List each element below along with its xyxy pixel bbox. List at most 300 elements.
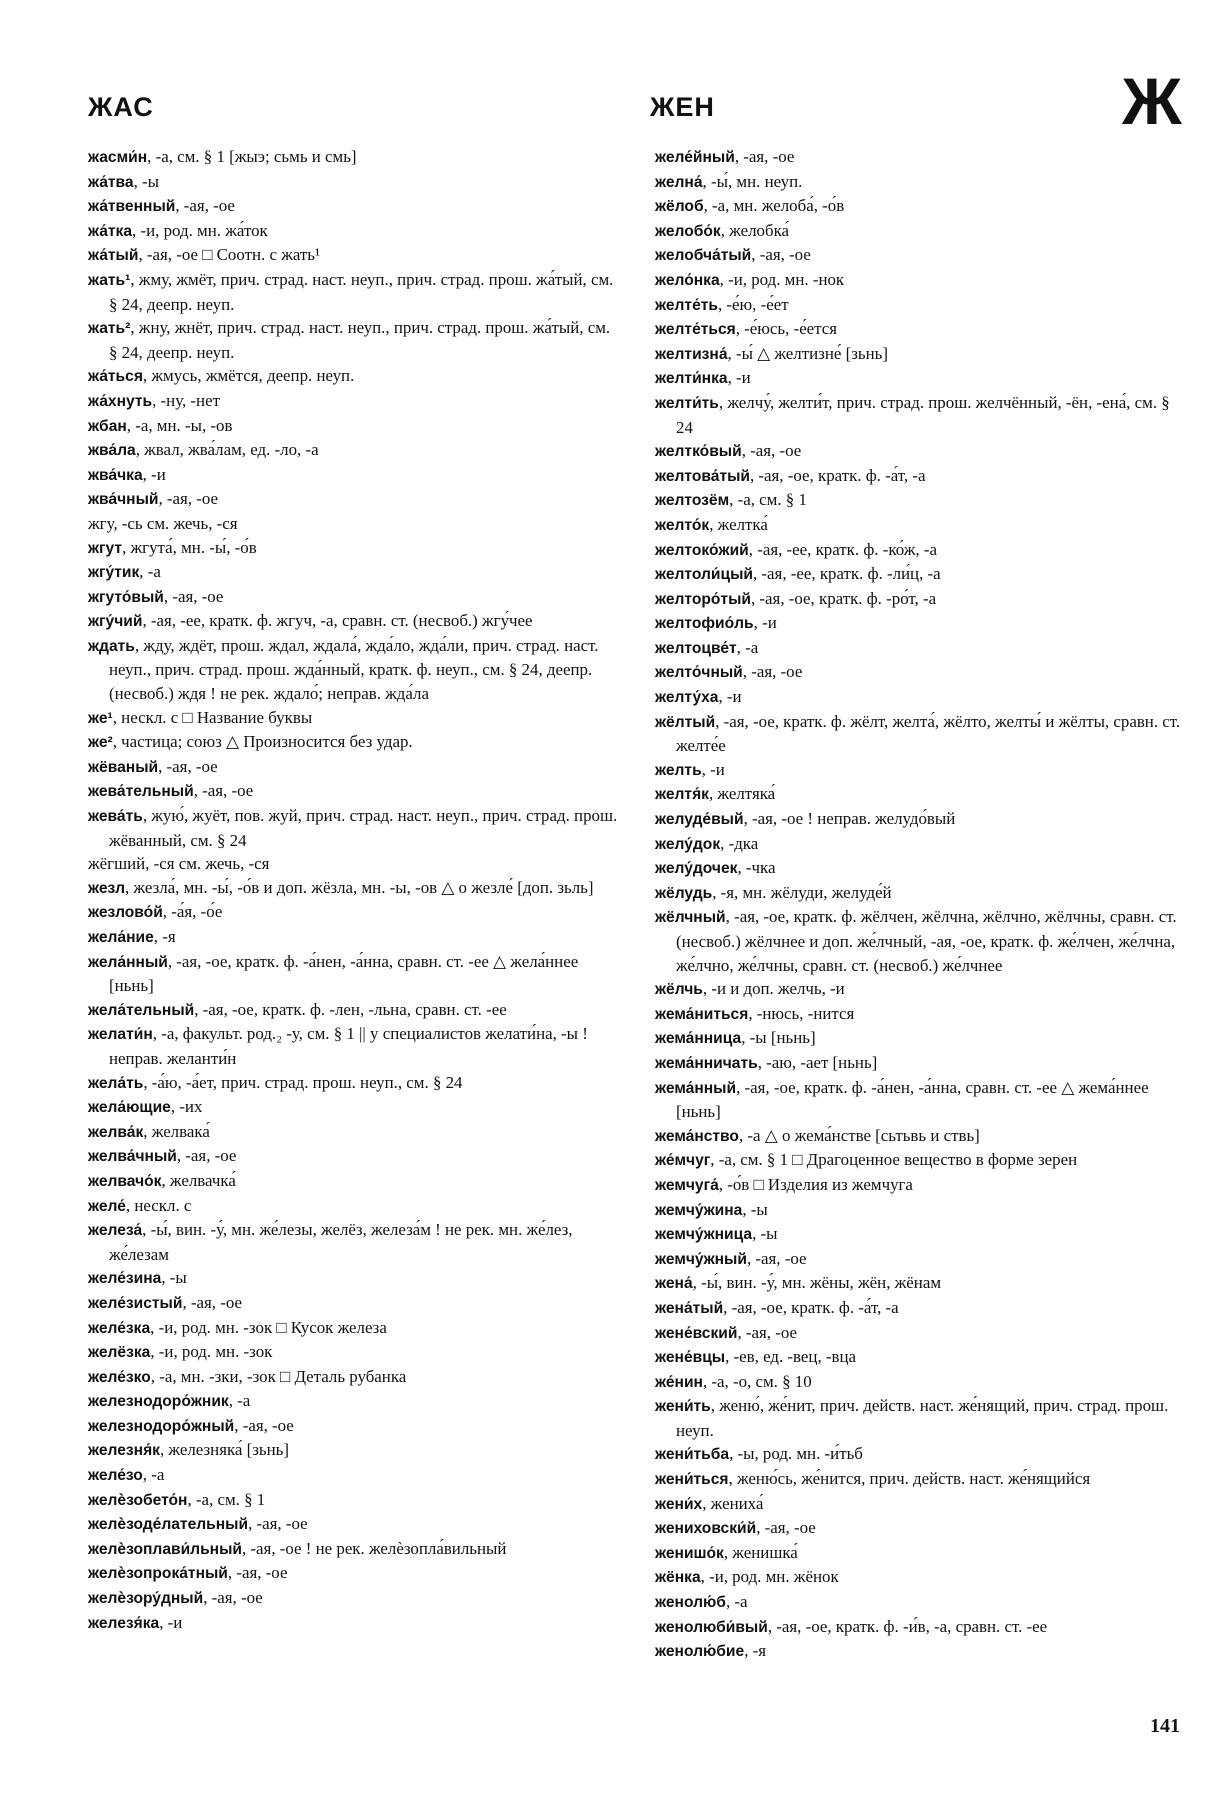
- dictionary-entry: [655, 660, 1185, 685]
- headword: желна́: [655, 173, 703, 191]
- headword: жать¹: [88, 271, 131, 289]
- headword: жать²: [88, 320, 131, 338]
- headword: жениховски́й: [655, 1520, 757, 1538]
- dictionary-entry: [88, 1316, 620, 1341]
- entry-body: , -ы [ньнь]: [741, 1028, 816, 1048]
- dictionary-entry: [88, 1291, 620, 1316]
- entry-body: , -ы́, вин. -у́, мн. жёны, жён, жёнам: [692, 1273, 942, 1293]
- headword: женолю́бие: [655, 1643, 745, 1661]
- dictionary-entry: [655, 1492, 1185, 1517]
- entry-body: , -а: [736, 637, 759, 657]
- headword: жева́ть: [88, 808, 143, 826]
- dictionary-entry: [88, 900, 620, 925]
- headword: желти́нка: [655, 370, 728, 388]
- headword: железня́к: [88, 1442, 160, 1460]
- headword: желѐзору́дный: [88, 1590, 204, 1608]
- entry-body: , -и: [727, 368, 751, 388]
- dictionary-entry: [88, 852, 620, 876]
- headword: жемчу́жина: [655, 1201, 743, 1219]
- headword: жело́нка: [655, 271, 720, 289]
- headword: ждать: [88, 637, 135, 655]
- headword: желе́йный: [655, 149, 735, 166]
- dictionary-entry: [655, 1222, 1185, 1247]
- dictionary-entry: [88, 876, 620, 901]
- entry-body: , желвачка́: [161, 1170, 236, 1190]
- dictionary-entry: [88, 1194, 620, 1219]
- dictionary-entry: [655, 1467, 1185, 1492]
- entry-body: жгу, -сь см. жечь, -ся: [88, 513, 238, 533]
- headword: жене́вский: [655, 1324, 738, 1342]
- headword: желе́зина: [88, 1270, 162, 1288]
- entry-body: , -ая, -ое: [182, 1292, 243, 1312]
- dictionary-entry: [88, 730, 620, 755]
- dictionary-entry: [88, 1438, 620, 1463]
- entry-body: , -ая, -ое: [193, 781, 254, 801]
- entry-body: , -а, см. § 1 □ Драгоценное вещество в форме зерен: [710, 1150, 1078, 1170]
- entry-body: , -а, мн. -ы, -ов: [126, 415, 233, 435]
- entry-body: , -ая, -ое: [737, 1322, 798, 1342]
- entry-body: , -ая, -ое: [175, 196, 235, 216]
- dictionary-entry: [655, 391, 1185, 439]
- headword: железа́: [88, 1222, 143, 1240]
- dictionary-entry: [88, 145, 620, 170]
- dictionary-entry: [655, 1541, 1185, 1566]
- dictionary-entry: [655, 342, 1185, 367]
- left-column: [88, 145, 620, 1635]
- headword: желва́к: [88, 1123, 144, 1141]
- dictionary-entry: [655, 1394, 1185, 1442]
- entry-body: , частица; союз △ Произносится без удар.: [112, 732, 413, 752]
- entry-body: , -и: [753, 613, 777, 633]
- entry-body: , -а, факульт. род.₂ -у, см. § 1 || у специалистов желати́на, -ы ! неправ. желанти́н: [109, 1024, 588, 1068]
- headword: жема́ниться: [655, 1005, 749, 1023]
- entry-body: , -ая, -ое, кратк. ф. -и́в, -а, сравн. ст. -ее: [767, 1616, 1048, 1636]
- entry-body: , желобка́: [720, 220, 790, 240]
- dictionary-entry: [655, 1639, 1185, 1664]
- entry-body: , желтяка́: [708, 784, 776, 804]
- entry-body: , нескл. с: [125, 1195, 192, 1215]
- entry-body: , -ы: [742, 1199, 768, 1219]
- entry-body: , -ы́, вин. -у́, мн. же́лезы, желёз, железа́м ! не рек. мн. же́лез, же́лезам: [109, 1220, 573, 1264]
- dictionary-entry: [655, 832, 1185, 857]
- headword: желтоцве́т: [655, 639, 737, 657]
- headword: желтова́тый: [655, 467, 750, 485]
- entry-body: , -е́ю, -е́ет: [717, 294, 789, 314]
- entry-body: , -ая, -ое, кратк. ф. -лен, -льна, сравн. ст. -ее: [194, 999, 507, 1019]
- entry-body: , железняка́ [зьнь]: [159, 1440, 290, 1460]
- headword: желуде́вый: [655, 811, 744, 829]
- dictionary-entry: [655, 782, 1185, 807]
- headword: желто́чный: [655, 664, 743, 682]
- entry-body: , -я: [744, 1641, 767, 1661]
- dictionary-entry: [655, 513, 1185, 538]
- entry-body: , -ая, -ое, кратк. ф. жёлчен, жёлчна, жёлчно, жёлчны, сравн. ст. (несвоб.) жёлчнее и доп. же́лчный, -ая, -ое, кратк. ф. же́лчен, же́лчна, же́лчно, же́лчны, сравн. ст. (несвоб.) же́лчнее: [676, 907, 1177, 975]
- dictionary-entry: [88, 560, 620, 585]
- entry-body: , -ая, -ое, кратк. ф. -ро́т, -а: [750, 588, 937, 608]
- entry-body: , -ая, -ое: [746, 1248, 807, 1268]
- headword: жема́нный: [655, 1079, 737, 1097]
- entry-body: , жую́, жуёт, пов. жуй, прич. страд. наст. неуп., прич. страд. прош. жёванный, см. § 24: [109, 806, 618, 850]
- dictionary-entry: [655, 611, 1185, 636]
- entry-body: , женишка́: [723, 1542, 798, 1562]
- dictionary-entry: [655, 488, 1185, 513]
- entry-body: , -и, род. мн. -нок: [719, 269, 845, 289]
- right-guide-word: ЖЕН: [650, 92, 715, 122]
- headword: жа́ться: [88, 368, 143, 386]
- entry-body: , -и: [142, 464, 166, 484]
- dictionary-entry: [88, 219, 620, 244]
- headword: жёлоб: [655, 198, 704, 216]
- dictionary-entry: [88, 1022, 620, 1070]
- entry-body: , желвака́: [143, 1121, 210, 1141]
- entry-body: , -ая, -ое: [158, 756, 218, 776]
- dictionary-entry: [88, 414, 620, 439]
- headword: желѐзоплави́льный: [88, 1540, 242, 1558]
- dictionary-entry: [88, 1266, 620, 1291]
- headword: желѐзопрока́тный: [88, 1565, 228, 1583]
- dictionary-entry: [655, 293, 1185, 318]
- dictionary-entry: [88, 170, 620, 195]
- entry-body: , -ая, -ое: [751, 245, 811, 265]
- entry-body: , -ая, -ое: [742, 662, 803, 682]
- dictionary-entry: [655, 1296, 1185, 1321]
- dictionary-entry: [655, 710, 1185, 758]
- dictionary-entry: [655, 1076, 1185, 1124]
- entry-body: , -и, род. мн. -зок: [150, 1342, 273, 1362]
- entry-body: , -и, род. мн. жа́ток: [132, 220, 268, 240]
- entry-body: , -ая, -ее, кратк. ф. -ли́ц, -а: [752, 564, 941, 584]
- dictionary-entry: [655, 1051, 1185, 1076]
- entry-body: , -ы: [161, 1268, 187, 1288]
- headword: женолюби́вый: [655, 1618, 768, 1636]
- entry-body: , -ая, -ое, кратк. ф. -а́нен, -а́нна, сравн. ст. -ее △ жема́ннее [ньнь]: [676, 1077, 1149, 1122]
- entry-body: , -а, см. § 1: [729, 490, 807, 510]
- headword: желва́чный: [88, 1148, 177, 1166]
- headword: жва́чка: [88, 466, 143, 484]
- headword: жезл: [88, 879, 125, 897]
- headword: желѐзобето́н: [88, 1491, 188, 1509]
- headword: желѐзоде́лательный: [88, 1516, 249, 1534]
- entry-body: , -дка: [720, 833, 759, 853]
- entry-body: , -а: [725, 1592, 748, 1612]
- entry-body: , -ая, -ое: [248, 1514, 308, 1534]
- entry-body: , жмусь, жмётся, деепр. неуп.: [142, 366, 355, 386]
- headword: жа́твенный: [88, 198, 176, 216]
- headword: женишо́к: [655, 1544, 724, 1562]
- headword: жема́нничать: [655, 1054, 758, 1072]
- headword: желе́: [88, 1197, 126, 1215]
- headword: жёнка: [655, 1569, 701, 1587]
- dictionary-entry: [88, 998, 620, 1023]
- headword: желтоли́цый: [655, 566, 753, 584]
- entry-body: , жму, жмёт, прич. страд. наст. неуп., прич. страд. прош. жа́тый, см. § 24, деепр. неуп.: [109, 269, 614, 314]
- dictionary-entry: [88, 950, 620, 998]
- headword: жема́нство: [655, 1127, 739, 1145]
- dictionary-entry: [88, 925, 620, 950]
- headword: жени́х: [655, 1495, 703, 1513]
- entry-body: , -их: [170, 1097, 203, 1117]
- headword: жене́вцы: [655, 1349, 726, 1367]
- dictionary-entry: [655, 366, 1185, 391]
- dictionary-entry: [88, 1218, 620, 1266]
- headword: железя́ка: [88, 1614, 160, 1632]
- dictionary-entry: [88, 1095, 620, 1120]
- dictionary-entry: [655, 1026, 1185, 1051]
- entry-body: , -а́ю, -а́ет, прич. страд. прош. неуп., см. § 24: [143, 1072, 463, 1092]
- dictionary-entry: [655, 439, 1185, 464]
- headword: жёлчный: [655, 909, 726, 927]
- entry-body: жёгший, -ся см. жечь, -ся: [88, 854, 270, 874]
- headword: жа́хнуть: [88, 392, 153, 410]
- headword: желторо́тый: [655, 590, 751, 608]
- entry-body: , -ая, -ее, кратк. ф. жгуч, -а, сравн. ст. (несвоб.) жгу́чее: [142, 611, 533, 631]
- headword: жва́чный: [88, 491, 159, 509]
- dictionary-entry: [655, 170, 1185, 195]
- headword: жела́тельный: [88, 1001, 195, 1019]
- entry-body: , -ая, -ое: [203, 1588, 263, 1608]
- dictionary-entry: [655, 1615, 1185, 1640]
- dictionary-entry: [655, 1173, 1185, 1198]
- dictionary-entry: [88, 1414, 620, 1439]
- dictionary-entry: [655, 1565, 1185, 1590]
- dictionary-entry: [88, 1586, 620, 1611]
- dictionary-entry: [88, 268, 620, 316]
- dictionary-entry: [655, 145, 1185, 170]
- entry-body: , -я, мн. жёлуди, желуде́й: [712, 882, 892, 902]
- dictionary-entry: [88, 1389, 620, 1414]
- headword: железнодоро́жник: [88, 1393, 229, 1411]
- headword: желти́ть: [655, 394, 719, 412]
- headword: жена́: [655, 1275, 693, 1293]
- dictionary-entry: [88, 1169, 620, 1194]
- entry-body: , -а, мн. -зки, -зок □ Деталь рубанка: [150, 1366, 407, 1386]
- entry-body: , -а́я, -о́е: [162, 902, 223, 922]
- headword: желту́ха: [655, 689, 719, 707]
- headword: жела́ние: [88, 929, 154, 946]
- headword: же¹: [88, 709, 113, 727]
- dictionary-entry: [655, 905, 1185, 977]
- dictionary-entry: [88, 463, 620, 488]
- entry-body: , -чка: [737, 858, 776, 878]
- dictionary-entry: [88, 1071, 620, 1096]
- entry-body: , -ая, -ое □ Соотн. с жать¹: [138, 245, 321, 265]
- dictionary-entry: [88, 243, 620, 268]
- headword: жела́ющие: [88, 1099, 171, 1117]
- entry-body: , -ну, -нет: [152, 390, 220, 410]
- dictionary-entry: [655, 219, 1185, 244]
- entry-body: , -а, см. § 1: [187, 1489, 266, 1509]
- dictionary-entry: [655, 636, 1185, 661]
- headword: желтофио́ль: [655, 615, 754, 633]
- entry-body: , -я: [153, 927, 176, 946]
- headword: желе́зко: [88, 1368, 151, 1386]
- dictionary-entry: [88, 706, 620, 731]
- section-letter: Ж: [1122, 64, 1182, 138]
- headword: желтозём: [655, 492, 730, 510]
- headword: желёзка: [88, 1344, 151, 1362]
- headword: же́мчуг: [655, 1152, 711, 1170]
- entry-body: , -е́юсь, -е́ется: [735, 319, 838, 339]
- entry-body: , жду, ждёт, прош. ждал, ждала́, жда́ло, жда́ли, прич. страд. наст. неуп., прич. страд. прош. жда́нный, кратк. ф. неуп., см. § 24, деепр. (несвоб.) ждя ! не рек. ждало́; неправ. жда́ла: [109, 635, 599, 704]
- entry-body: , -и: [701, 759, 725, 779]
- entry-body: , женю́, же́нит, прич. действ. наст. же́нящий, прич. страд. прош. неуп.: [676, 1396, 1169, 1440]
- headword: жени́тьба: [655, 1446, 730, 1464]
- entry-body: , женю́сь, же́нится, прич. действ. наст. же́нящийся: [728, 1469, 1091, 1489]
- dictionary-entry: [88, 585, 620, 610]
- headword: желе́зка: [88, 1319, 151, 1337]
- entry-body: , -и: [159, 1612, 183, 1632]
- entry-body: , -о́в □ Изделия из жемчуга: [718, 1174, 913, 1194]
- dictionary-entry: [655, 1442, 1185, 1467]
- headword: желобо́к: [655, 222, 721, 240]
- headword: жева́тельный: [88, 783, 194, 801]
- entry-body: , -ая, -ее, кратк. ф. -ко́ж, -а: [748, 539, 937, 559]
- entry-body: , -а: [228, 1391, 251, 1411]
- dictionary-entry: [88, 1463, 620, 1488]
- dictionary-entry: [88, 1340, 620, 1365]
- entry-body: , -ы, род. мн. -и́тьб: [729, 1444, 863, 1464]
- headword: жёлчь: [655, 981, 703, 999]
- dictionary-entry: [88, 389, 620, 414]
- headword: же́нин: [655, 1373, 703, 1391]
- headword: жела́ть: [88, 1074, 144, 1092]
- headword: желтя́к: [655, 786, 709, 804]
- headword: желе́зо: [88, 1467, 143, 1485]
- dictionary-entry: [88, 1537, 620, 1562]
- headword: желобча́тый: [655, 247, 752, 265]
- entry-body: , -аю, -ает [ньнь]: [757, 1052, 878, 1072]
- headword: желати́н: [88, 1026, 153, 1044]
- headword: желе́зистый: [88, 1294, 183, 1312]
- headword: жени́ться: [655, 1471, 729, 1489]
- entry-body: , -и, род. мн. -зок □ Кусок железа: [150, 1317, 387, 1337]
- entry-body: , жвал, жва́лам, ед. -ло, -а: [135, 440, 319, 460]
- entry-body: , нескл. с □ Название буквы: [112, 707, 313, 727]
- entry-body: , -а: [142, 1465, 165, 1485]
- dictionary-entry: [88, 1120, 620, 1145]
- headword: жела́нный: [88, 953, 168, 971]
- dictionary-entry: [88, 194, 620, 219]
- headword: жени́ть: [655, 1398, 711, 1416]
- entry-body: , -ая, -ое ! не рек. желѐзопла́вильный: [241, 1538, 507, 1558]
- entry-body: , -и и доп. желчь, -и: [702, 979, 845, 999]
- dictionary-entry: [88, 609, 620, 634]
- right-column: [655, 145, 1185, 1664]
- dictionary-entry: [655, 1198, 1185, 1223]
- headword: жёваный: [88, 758, 159, 776]
- headword: желу́док: [655, 835, 721, 853]
- entry-body: , -а, мн. желоба́, -о́в: [703, 196, 845, 216]
- page-number: 141: [1150, 1715, 1180, 1737]
- headword: жгуто́вый: [88, 588, 164, 606]
- headword: жезлово́й: [88, 904, 163, 922]
- entry-body: , -нюсь, -нится: [748, 1003, 855, 1023]
- entry-body: , жну, жнёт, прич. страд. наст. неуп., прич. страд. прош. жа́тый, см. § 24, деепр. неуп.: [109, 318, 611, 362]
- dictionary-entry: [88, 1365, 620, 1390]
- entry-body: , желчу́, желти́т, прич. страд. прош. желчённый, -ён, -ена́, см. § 24: [676, 392, 1170, 437]
- dictionary-entry: [655, 758, 1185, 783]
- entry-body: , -ая, -ое: [741, 441, 802, 461]
- dictionary-entry: [88, 1144, 620, 1169]
- headword: жгут: [88, 539, 123, 557]
- dictionary-entry: [88, 1561, 620, 1586]
- entry-body: , жгута́, мн. -ы́, -о́в: [122, 537, 257, 557]
- entry-body: , -а, -о, см. § 10: [702, 1371, 812, 1391]
- headword: желть: [655, 761, 702, 779]
- dictionary-entry: [88, 634, 620, 706]
- dictionary-entry: [88, 438, 620, 463]
- dictionary-entry: [655, 881, 1185, 906]
- headword: жа́тка: [88, 222, 133, 240]
- left-guide-word: ЖАС: [88, 92, 154, 122]
- headword: желто́к: [655, 516, 710, 534]
- dictionary-entry: [655, 194, 1185, 219]
- dictionary-entry: [88, 1512, 620, 1537]
- dictionary-entry: [655, 856, 1185, 881]
- headword: желтизна́: [655, 345, 728, 363]
- dictionary-entry: [655, 538, 1185, 563]
- dictionary-entry: [655, 685, 1185, 710]
- headword: желте́ться: [655, 321, 736, 339]
- entry-body: , -и: [718, 687, 742, 707]
- headword: жгу́чий: [88, 613, 143, 631]
- entry-body: , -ая, -ое: [163, 586, 224, 606]
- entry-body: , жезла́, мн. -ы́, -о́в и доп. жёзла, мн. -ы, -ов △ о жезле́ [доп. зьль]: [124, 877, 594, 897]
- headword: жемчу́жница: [655, 1226, 753, 1244]
- dictionary-entry: [88, 316, 620, 364]
- headword: жа́тый: [88, 247, 139, 265]
- dictionary-entry: [655, 464, 1185, 489]
- dictionary-entry: [655, 1148, 1185, 1173]
- headword: жемчуга́: [655, 1176, 719, 1194]
- headword: желтко́вый: [655, 443, 742, 461]
- headword: жемчу́жный: [655, 1250, 747, 1268]
- entry-body: , -ая, -ое: [176, 1146, 237, 1166]
- dictionary-entry: [655, 268, 1185, 293]
- entry-body: , -ая, -ое: [734, 147, 795, 166]
- dictionary-entry: [655, 807, 1185, 832]
- dictionary-entry: [88, 536, 620, 561]
- headword: женолю́б: [655, 1594, 726, 1612]
- headword: желте́ть: [655, 296, 718, 314]
- dictionary-entry: [655, 1516, 1185, 1541]
- dictionary-entry: [655, 587, 1185, 612]
- entry-body: , -ев, ед. -вец, -вца: [725, 1347, 857, 1367]
- entry-body: , желтка́: [709, 514, 768, 534]
- headword: жа́тва: [88, 173, 134, 191]
- dictionary-entry: [655, 1370, 1185, 1395]
- dictionary-entry: [655, 1271, 1185, 1296]
- headword: жгу́тик: [88, 564, 140, 582]
- entry-body: , -ы́ △ желтизне́ [зьнь]: [727, 343, 888, 363]
- headword: жбан: [88, 417, 127, 435]
- entry-body: , -ы: [752, 1224, 778, 1244]
- entry-body: , -ы: [133, 171, 160, 191]
- entry-body: , -а, см. § 1 [жыэ; сьмь и смь]: [147, 147, 357, 166]
- dictionary-entry: [655, 1345, 1185, 1370]
- entry-body: , -ая, -ое ! неправ. желудо́вый: [743, 809, 956, 829]
- entry-body: , -ая, -ое: [756, 1518, 816, 1538]
- headword: желу́дочек: [655, 860, 738, 878]
- headword: жема́нница: [655, 1030, 742, 1048]
- entry-body: , -ы́, мн. неуп.: [702, 171, 803, 191]
- headword: же²: [88, 734, 113, 752]
- headword: жва́ла: [88, 442, 136, 460]
- dictionary-entry: [88, 755, 620, 780]
- dictionary-entry: [655, 977, 1185, 1002]
- entry-body: , -ая, -ое, кратк. ф. -а́нен, -а́нна, сравн. ст. -ее △ жела́ннее [ньнь]: [109, 951, 579, 996]
- entry-body: , -а: [139, 562, 161, 582]
